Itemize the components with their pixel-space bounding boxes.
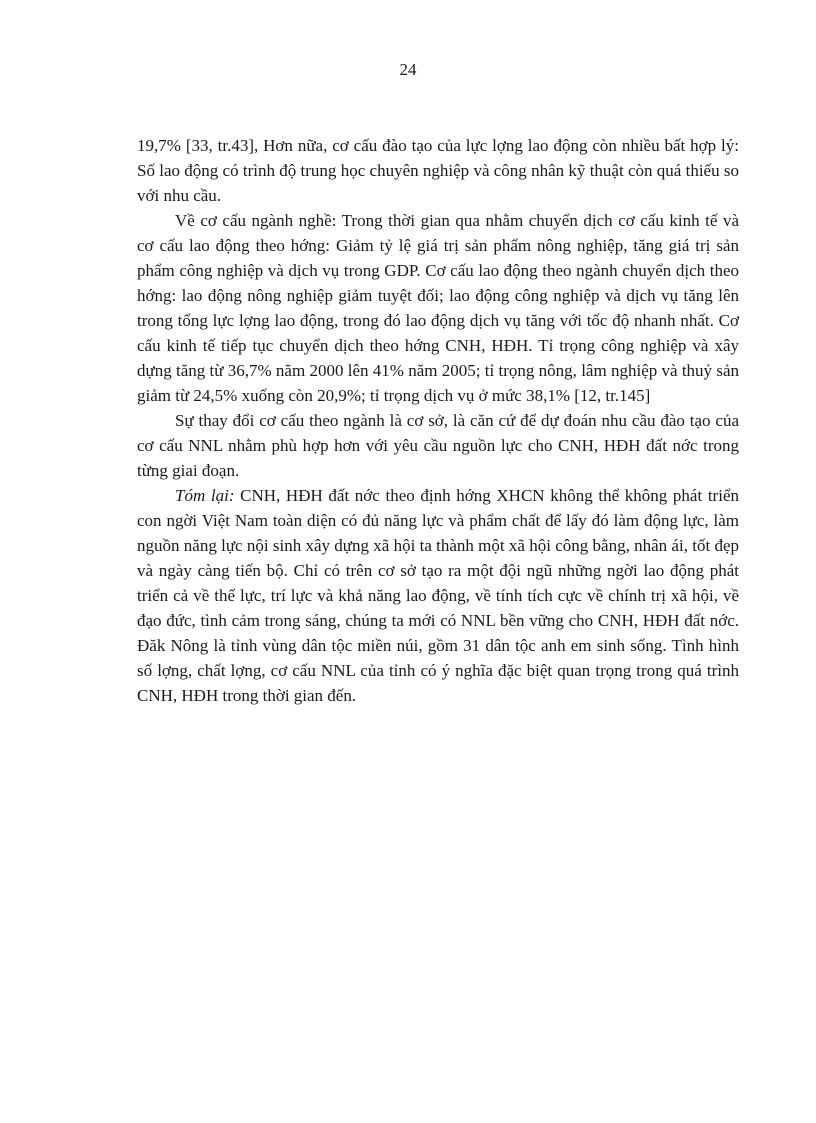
page-number: 24 bbox=[399, 60, 417, 79]
paragraph-continuation: 19,7% [33, tr.43], Hơn nữa, cơ cấu đào tạo của lực lợng lao động còn nhiều bất hợp lý: Số lao động có trình độ trung học chuyên nghiệp và công nhân kỹ thuật còn quá thiếu so với nhu cầu. bbox=[137, 136, 739, 205]
summary-text: CNH, HĐH đất nớc theo định hớng XHCN không thể không phát triển con ngời Việt Nam toàn diện có đủ năng lực và phẩm chất để lấy đó làm động lực, làm nguồn năng lực nội sinh xây dựng xã hội ta thành một xã hội công bằng, nhân ái, tốt đẹp và ngày càng tiến bộ. Chỉ có trên cơ sở tạo ra một đội ngũ những ngời lao động phát triển cả về thể lực, trí lực và khả năng lao động, về tính tích cực về chính trị xã hội, về đạo đức, tình cảm trong sáng, chúng ta mới có NNL bền vững cho CNH, HĐH đất nớc. Đăk Nông là tỉnh vùng dân tộc miền núi, gồm 31 dân tộc anh em sinh sống. Tình hình số lợng, chất lợng, cơ cấu NNL của tỉnh có ý nghĩa đặc biệt quan trọng trong quá trình CNH, HĐH trong thời gian đến. bbox=[137, 486, 739, 705]
summary-lead: Tóm lại: bbox=[175, 486, 235, 505]
body-text bbox=[137, 133, 739, 708]
paragraph-structure-change: Sự thay đổi cơ cấu theo ngành là cơ sở, là căn cứ để dự đoán nhu cầu đào tạo của cơ cấu NNL nhằm phù hợp hơn với yêu cầu nguồn lực cho CNH, HĐH đất nớc trong từng giai đoạn. bbox=[137, 411, 739, 480]
paragraph-industry-structure: Về cơ cấu ngành nghề: Trong thời gian qua nhằm chuyển dịch cơ cấu kinh tế và cơ cấu lao động theo hớng: Giảm tỷ lệ giá trị sản phẩm nông nghiệp, tăng giá trị sản phẩm công nghiệp và dịch vụ trong GDP. Cơ cấu lao động theo ngành chuyển dịch theo hớng: lao động nông nghiệp giảm tuyệt đối; lao động công nghiệp và dịch vụ tăng lên trong tổng lực lợng lao động, trong đó lao động dịch vụ tăng với tốc độ nhanh nhất. Cơ cấu kinh tế tiếp tục chuyển dịch theo hớng CNH, HĐH. Tỉ trọng công nghiệp và xây dựng tăng từ 36,7% năm 2000 lên 41% năm 2005; tỉ trọng nông, lâm nghiệp và thuỷ sản giảm từ 24,5% xuống còn 20,9%; tỉ trọng dịch vụ ở mức 38,1% [12, tr.145] bbox=[137, 211, 739, 405]
paragraph-summary bbox=[137, 483, 739, 708]
